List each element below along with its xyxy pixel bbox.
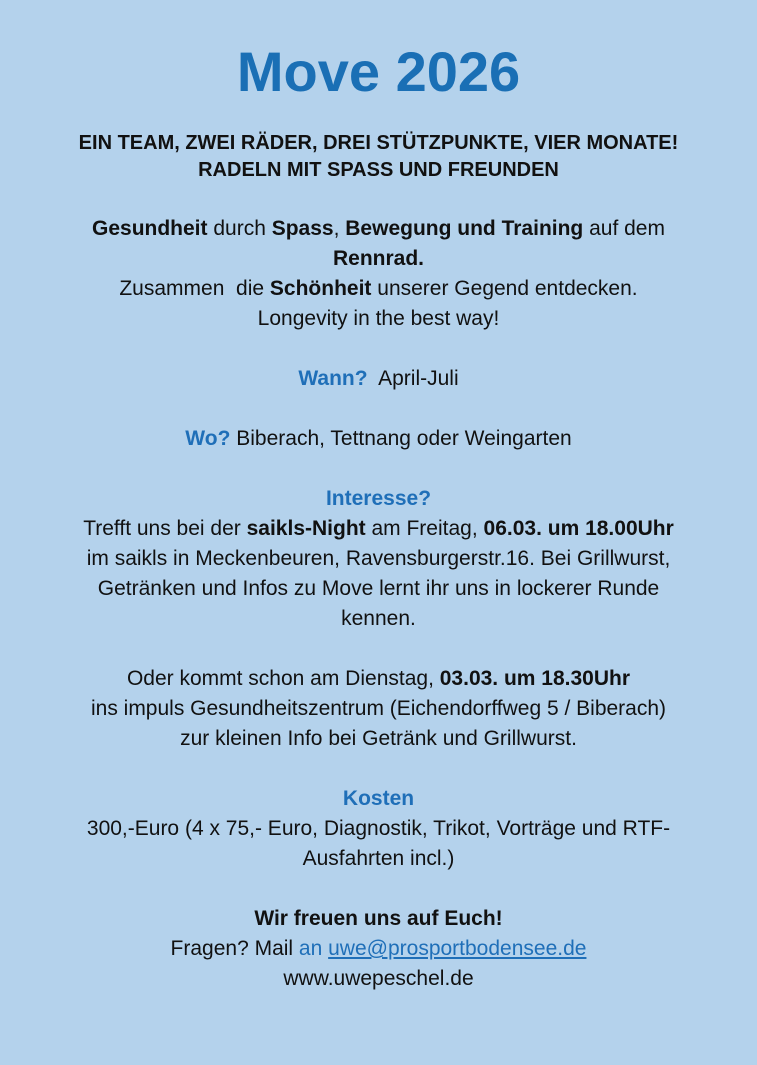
intro-line-3: Zusammen die Schönheit unserer Gegend entdecken.: [119, 277, 638, 300]
interest-heading: Interesse?: [325, 487, 432, 510]
alt-section: [0, 664, 757, 754]
when-value: April-Juli: [367, 367, 459, 390]
costs-section: [0, 784, 757, 874]
tagline-line-2: RADELN MIT SPASS UND FREUNDEN: [198, 159, 559, 181]
website-text: www.uwepeschel.de: [283, 967, 474, 990]
alt-line-3: zur kleinen Info bei Getränk und Grillwurst.: [180, 727, 577, 750]
costs-line-2: Ausfahrten incl.): [302, 847, 455, 870]
closing-section: [0, 904, 757, 994]
interest-line-3: Getränken und Infos zu Move lernt ihr uns in lockerer Runde: [97, 577, 660, 600]
interest-section: [0, 484, 757, 634]
where-line: [0, 424, 757, 454]
alt-line-1: Oder kommt schon am Dienstag, 03.03. um 18.30Uhr: [126, 667, 631, 690]
intro-line-2: Rennrad.: [332, 247, 424, 270]
when-line: [0, 364, 757, 394]
intro-bold-gesundheit: Gesundheit: [92, 217, 208, 240]
page-title: Move 2026: [236, 40, 521, 103]
intro-bold-spass: Spass: [271, 217, 334, 240]
intro-bold-training: Bewegung und Training: [345, 217, 584, 240]
tagline-line-1: EIN TEAM, ZWEI RÄDER, DREI STÜTZPUNKTE, VIER MONATE!: [78, 132, 679, 154]
interest-line-1: Trefft uns bei der saikls-Night am Freitag, 06.03. um 18.00Uhr: [83, 517, 674, 540]
where-label: Wo?: [185, 427, 231, 450]
intro-section: [0, 214, 757, 334]
closing-headline: Wir freuen uns auf Euch!: [254, 907, 503, 930]
interest-line-4: kennen.: [341, 607, 416, 630]
intro-line-4: Longevity in the best way!: [257, 307, 500, 330]
alt-line-2: ins impuls Gesundheitszentrum (Eichendorffweg 5 / Biberach): [90, 697, 667, 720]
where-value: Biberach, Tettnang oder Weingarten: [230, 427, 572, 450]
interest-line-2: im saikls in Meckenbeuren, Ravensburgerstr.16. Bei Grillwurst,: [86, 547, 671, 570]
costs-heading: Kosten: [342, 787, 415, 810]
when-label: Wann?: [298, 367, 368, 390]
email-link[interactable]: uwe@prosportbodensee.de: [328, 937, 587, 960]
contact-line: Fragen? Mail an uwe@prosportbodensee.de: [170, 937, 587, 960]
costs-line-1: 300,-Euro (4 x 75,- Euro, Diagnostik, Trikot, Vorträge und RTF-: [86, 817, 671, 840]
intro-line-1: Gesundheit durch Spass, Bewegung und Training auf dem: [92, 217, 665, 240]
tagline: [0, 130, 757, 184]
